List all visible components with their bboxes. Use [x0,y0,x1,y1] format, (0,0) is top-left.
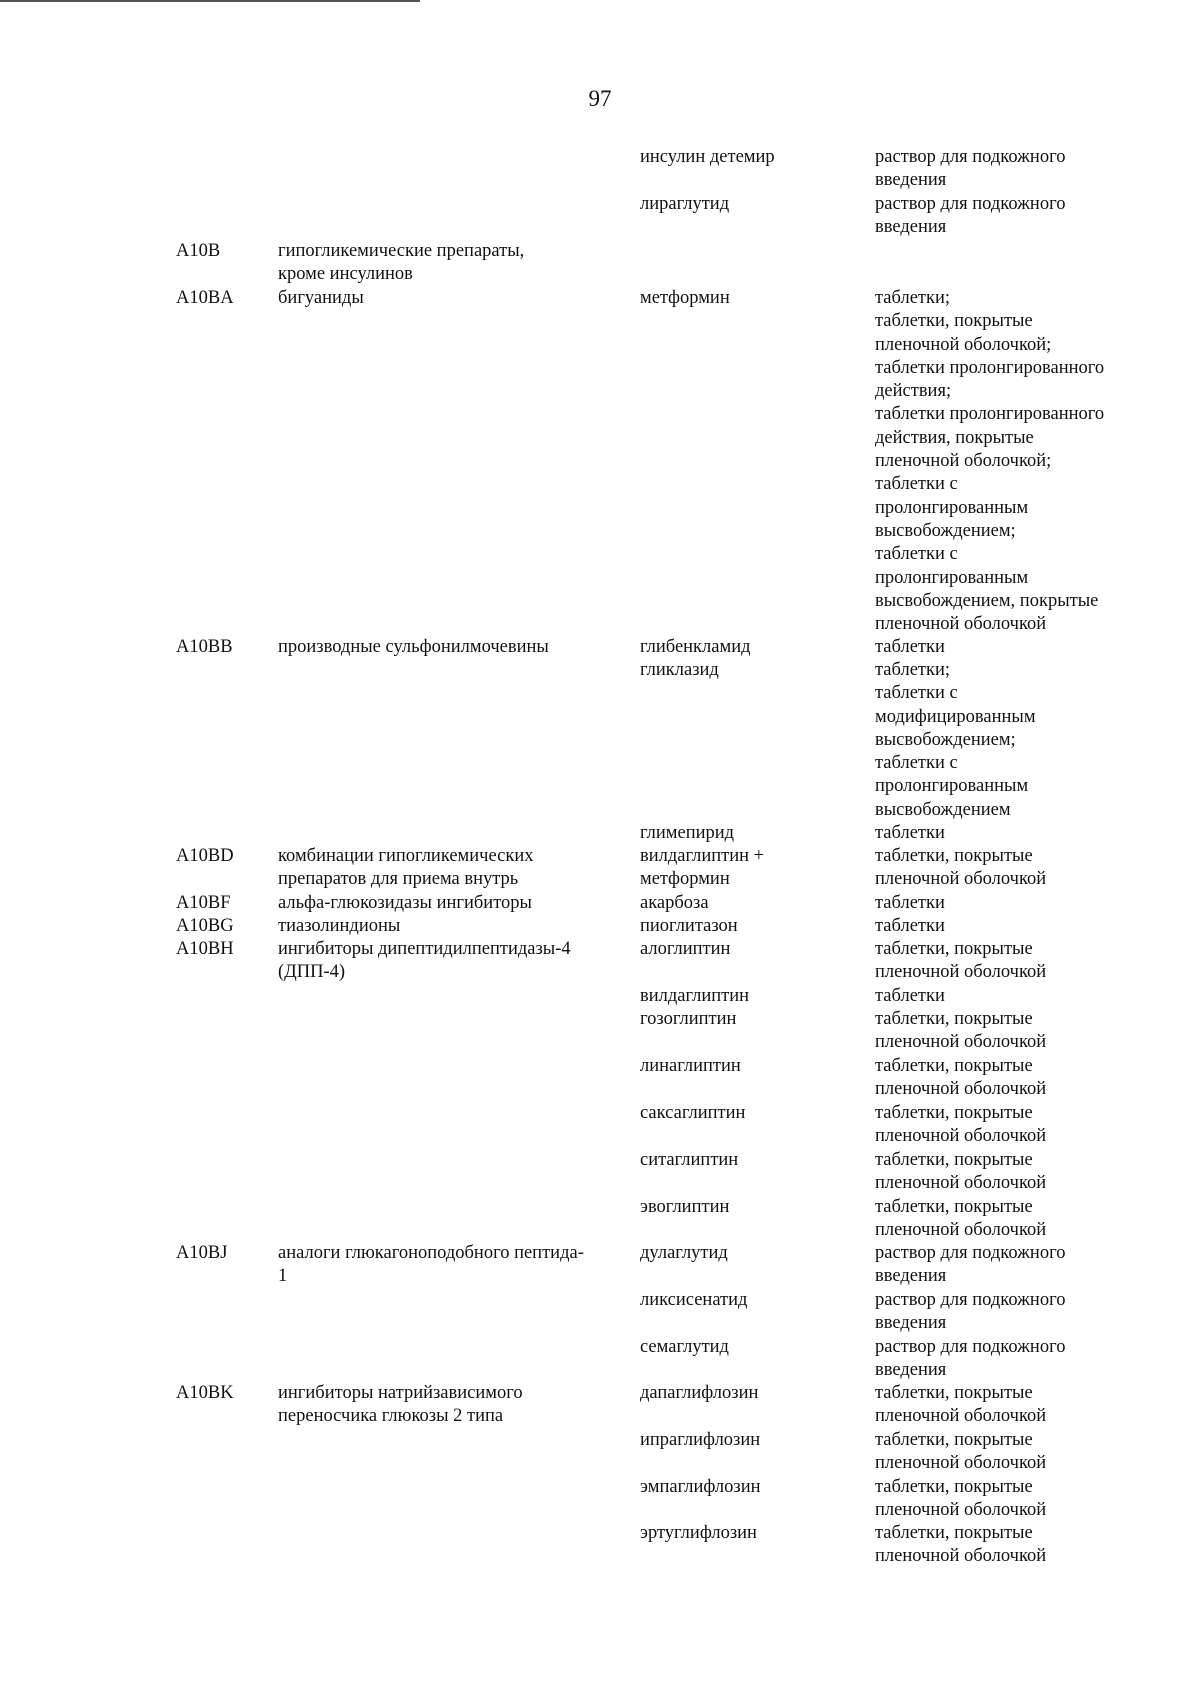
dosage-form: таблетки, покрытые пленочной оболочкой [875,1523,1047,1567]
atc-code: A10BG [176,916,234,936]
dosage-form: таблетки, покрытые пленочной оболочкой [875,1103,1047,1147]
drug-name: эвоглиптин [640,1197,730,1217]
dosage-form: раствор для подкожного введения [875,194,1066,238]
drug-name: глибенкламид [640,637,751,657]
dosage-form: раствор для подкожного введения [875,1243,1066,1287]
drug-name: пиоглитазон [640,916,738,936]
drug-name: ипраглифлозин [640,1430,761,1450]
drug-name: глимепирид [640,823,735,843]
atc-code: A10BK [176,1383,234,1403]
drug-name: семаглутид [640,1337,729,1357]
page-number: 97 [588,86,612,111]
drug-name: ситаглиптин [640,1150,739,1170]
scan-edge-line [0,0,420,2]
dosage-form: таблетки [875,893,945,913]
dosage-form: таблетки; таблетки с модифицированным высвобождением; таблетки с пролонгированным высвобождением [875,660,1036,820]
drug-name: линаглиптин [640,1056,741,1076]
group-name: комбинации гипогликемических препаратов для приема внутрь [278,846,534,890]
dosage-form: таблетки, покрытые пленочной оболочкой [875,1197,1047,1241]
drug-name: эмпаглифлозин [640,1477,761,1497]
dosage-form: таблетки [875,637,945,657]
dosage-form: раствор для подкожного введения [875,1290,1066,1334]
group-name: ингибиторы натрийзависимого переносчика глюкозы 2 типа [278,1383,523,1427]
dosage-form: раствор для подкожного введения [875,1337,1066,1381]
drug-name: лираглутид [640,194,730,214]
group-name: аналоги глюкагоноподобного пептида- 1 [278,1243,584,1287]
drug-name: вилдаглиптин + метформин [640,846,765,890]
group-name: бигуаниды [278,288,364,308]
dosage-form: таблетки; таблетки, покрытые пленочной оболочкой; таблетки пролонгированного действия; таблетки пролонгированного действия, покрытые пленочной оболочкой; таблетки с пролонгированным высвобождением; таблетки с пролонгированным высвобождением, покрытые пленочной оболочкой [875,288,1105,635]
group-name: тиазолиндионы [278,916,401,936]
drug-name: гликлазид [640,660,719,680]
drug-name: вилдаглиптин [640,986,750,1006]
dosage-form: таблетки [875,916,945,936]
drug-name: метформин [640,288,730,308]
atc-code: A10BH [176,939,234,959]
dosage-form: раствор для подкожного введения [875,147,1066,191]
dosage-form: таблетки [875,823,945,843]
group-name: ингибиторы дипептидилпептидазы-4 (ДПП-4) [278,939,571,983]
group-name: гипогликемические препараты, кроме инсулинов [278,241,525,285]
atc-code: A10BB [176,637,233,657]
drug-name: акарбоза [640,893,709,913]
drug-name: дулаглутид [640,1243,728,1263]
drug-name: саксаглиптин [640,1103,746,1123]
dosage-form: таблетки, покрытые пленочной оболочкой [875,1477,1047,1521]
drug-name: гозоглиптин [640,1009,737,1029]
dosage-form: таблетки, покрытые пленочной оболочкой [875,939,1047,983]
drug-name: ликсисенатид [640,1290,748,1310]
atc-code: A10BA [176,288,234,308]
group-name: альфа-глюкозидазы ингибиторы [278,893,532,913]
atc-code: A10BJ [176,1243,228,1263]
atc-code: A10BD [176,846,234,866]
dosage-form: таблетки [875,986,945,1006]
group-name: производные сульфонилмочевины [278,637,549,657]
dosage-form: таблетки, покрытые пленочной оболочкой [875,1430,1047,1474]
drug-name: инсулин детемир [640,147,775,167]
atc-code: A10BF [176,893,231,913]
drug-name: эртуглифлозин [640,1523,757,1543]
atc-code: A10B [176,241,221,261]
drug-name: алоглиптин [640,939,731,959]
dosage-form: таблетки, покрытые пленочной оболочкой [875,1150,1047,1194]
drug-name: дапаглифлозин [640,1383,759,1403]
dosage-form: таблетки, покрытые пленочной оболочкой [875,1009,1047,1053]
dosage-form: таблетки, покрытые пленочной оболочкой [875,846,1047,890]
dosage-form: таблетки, покрытые пленочной оболочкой [875,1056,1047,1100]
dosage-form: таблетки, покрытые пленочной оболочкой [875,1383,1047,1427]
